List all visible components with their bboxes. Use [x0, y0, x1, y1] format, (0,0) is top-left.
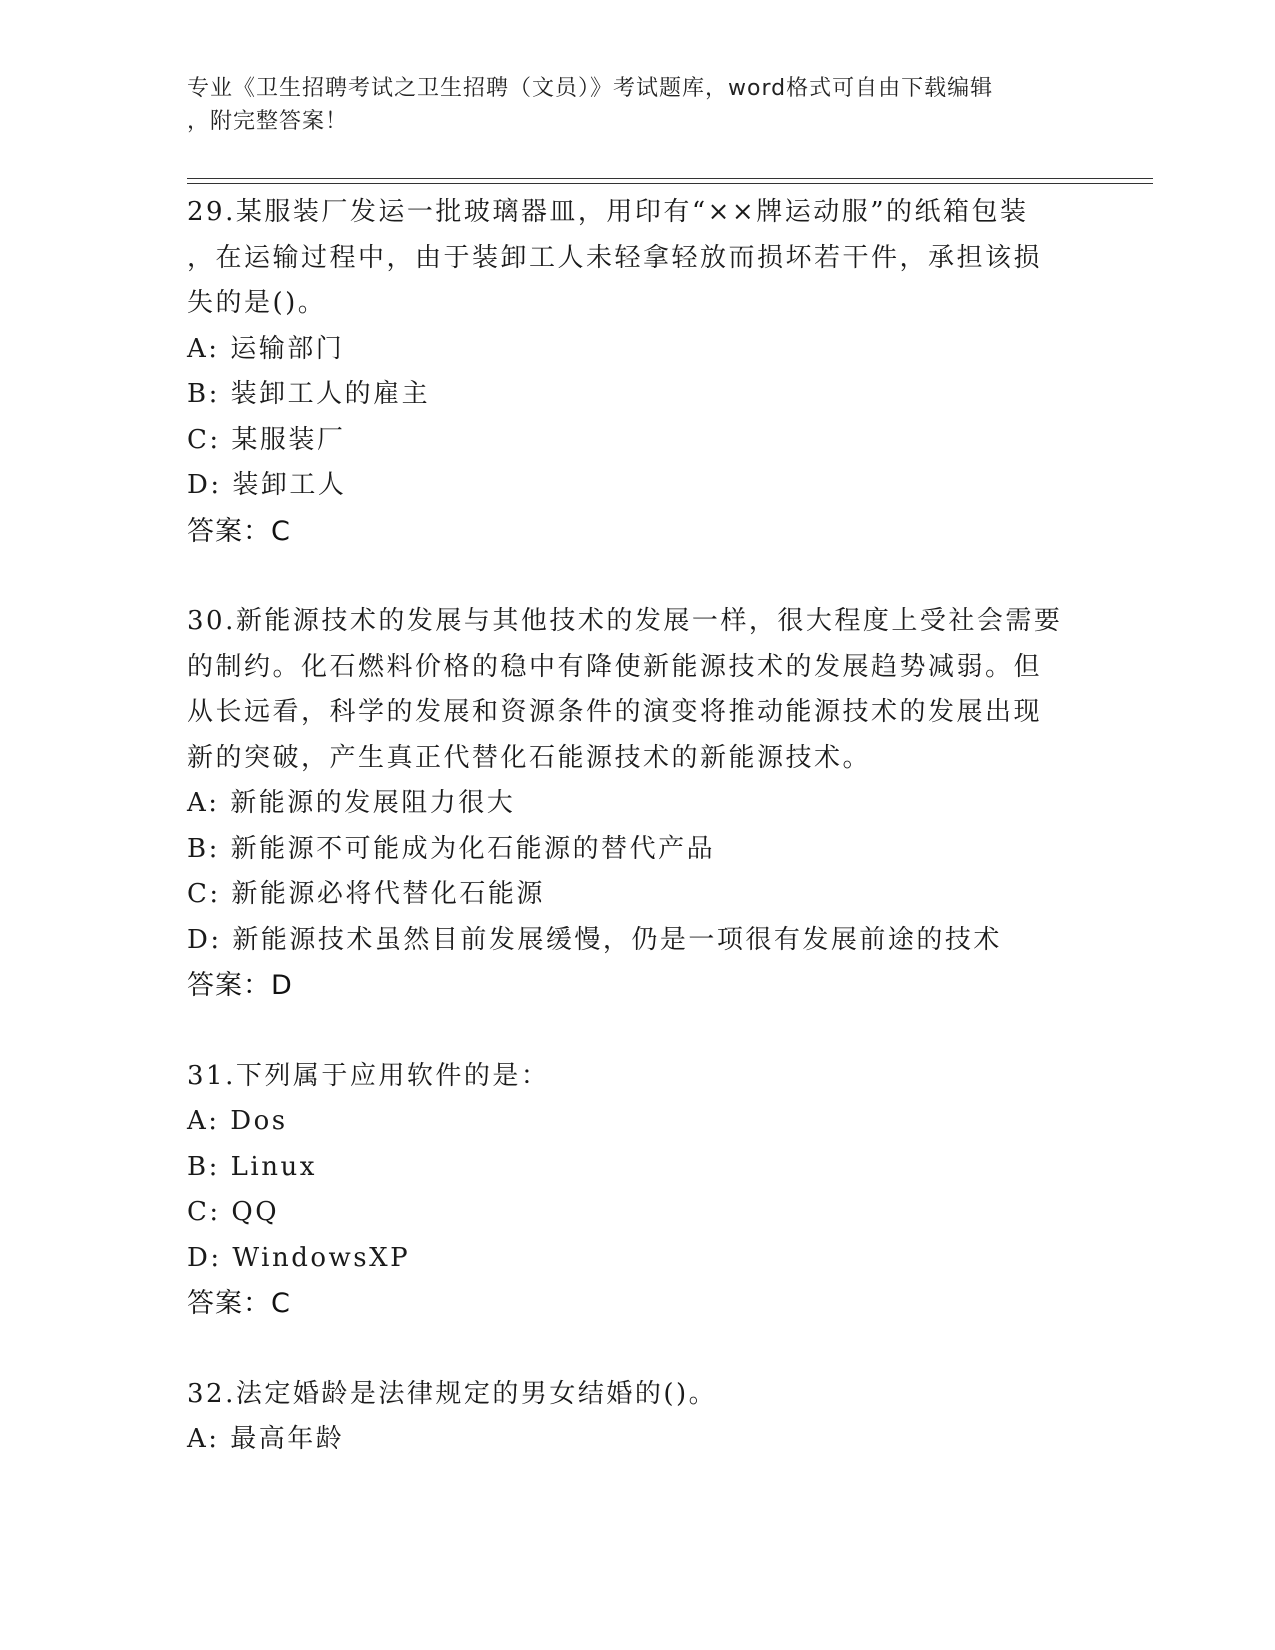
question-stem-line: 30.新能源技术的发展与其他技术的发展一样，很大程度上受社会需要 [187, 606, 1063, 636]
answer-line: 答案：C [187, 1288, 291, 1319]
document-header [187, 72, 1067, 138]
question-30 [187, 599, 1087, 1009]
header-divider-top [187, 178, 1153, 179]
question-spacer [187, 554, 1087, 599]
question-stem-line: 新的突破，产生真正代替化石能源技术的新能源技术。 [187, 742, 872, 773]
question-stem-line: ，在运输过程中，由于装卸工人未轻拿轻放而损坏若干件，承担该损 [187, 242, 1043, 273]
question-stem-line: 29.某服装厂发运一批玻璃器皿，用印有“××牌运动服”的纸箱包装 [187, 197, 1029, 227]
question-stem-line: 从长远看，科学的发展和资源条件的演变将推动能源技术的发展出现 [187, 697, 1043, 727]
answer-line: 答案：D [187, 970, 293, 1001]
option-d: D: 装卸工人 [187, 470, 347, 500]
question-31 [187, 1054, 1087, 1327]
question-spacer [187, 1009, 1087, 1054]
option-b: B: 装卸工人的雇主 [187, 379, 431, 409]
option-a: A: Dos [187, 1106, 288, 1136]
question-32 [187, 1372, 1087, 1463]
option-a: A: 运输部门 [187, 333, 345, 364]
option-a: A: 新能源的发展阻力很大 [187, 788, 516, 818]
option-c: C: 某服装厂 [187, 424, 346, 455]
option-b: B: Linux [187, 1151, 317, 1182]
question-29 [187, 190, 1087, 554]
answer-line: 答案：C [187, 515, 291, 547]
question-spacer [187, 1327, 1087, 1372]
option-b: B: 新能源不可能成为化石能源的替代产品 [187, 833, 716, 864]
option-c: C: QQ [187, 1197, 280, 1227]
option-a: A: 最高年龄 [187, 1424, 345, 1454]
question-stem-line: 31.下列属于应用软件的是： [187, 1060, 550, 1091]
option-c: C: 新能源必将代替化石能源 [187, 879, 545, 909]
option-d: D: 新能源技术虽然目前发展缓慢，仍是一项很有发展前途的技术 [187, 924, 1002, 955]
header-line-2: ，附完整答案！ [187, 109, 349, 134]
question-list [187, 190, 1087, 1463]
option-d: D: WindowsXP [187, 1242, 411, 1273]
question-stem-line: 的制约。化石燃料价格的稳中有降使新能源技术的发展趋势减弱。但 [187, 651, 1043, 682]
header-divider-bottom [187, 183, 1153, 184]
question-stem-line: 失的是()。 [187, 288, 327, 318]
question-stem-line: 32.法定婚龄是法律规定的男女结婚的()。 [187, 1378, 718, 1409]
header-line-1: 专业《卫生招聘考试之卫生招聘（文员）》考试题库，word格式可自由下载编辑 [187, 76, 994, 101]
